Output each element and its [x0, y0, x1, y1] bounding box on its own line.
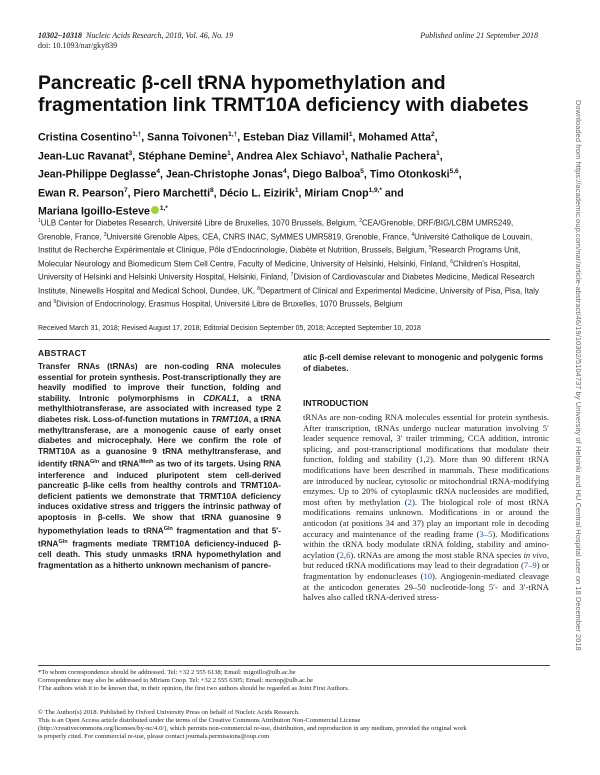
affiliation: CEA/Grenoble, DRF/BIG/LCBM UMR5249, Grenoble, France, — [38, 218, 514, 242]
reference-link[interactable]: 10 — [423, 570, 433, 581]
license-url: (http://creativecommons.org/licenses/by-nc/4.0/), which permits non-commercial re-use, distribution, and reproduction in any medium, provided the original work — [38, 725, 467, 732]
author: Piero Marchetti — [133, 187, 211, 200]
author: Jean-Luc Ravanat — [38, 150, 129, 163]
reference-link[interactable]: 2 — [339, 549, 344, 560]
running-header-left — [38, 31, 233, 51]
abstract-heading: ABSTRACT — [38, 348, 87, 358]
author: Andrea Alex Schiavo — [236, 150, 342, 163]
copyright-line: © The Author(s) 2018. Published by Oxford University Press on behalf of Nucleic Acids Research. — [38, 709, 300, 716]
received-dates: Received March 31, 2018; Revised August 17, 2018; Editorial Decision September 05, 2018; Accepted September 10, 2018 — [38, 325, 421, 332]
affiliation: Division of Cardiovascular and Diabetes Medicine, Medical Research Institute, Ninewells Hospital and Medical School, Dundee, UK, — [38, 272, 535, 296]
published-date: Published online 21 September 2018 — [420, 31, 538, 40]
affiliation: Université Grenoble Alpes, CEA, CNRS INAC, SyMMES UMR5819, Grenoble, France, — [106, 232, 412, 242]
footnotes — [38, 669, 550, 693]
author: Sanna Toivonen — [147, 131, 229, 144]
author: Miriam Cnop — [304, 187, 369, 200]
author-list: Cristina Cosentino$^{1,\dagger}$, Sanna Toivonen$^{1,\dagger}$, Esteban Diaz Villamil$^1$, Mohamed Atta$^2$, Jean-Luc Ravanat$^3$, Stéphane Demine$^1$, Andrea Alex Schiavo$^1$, Nathalie Pachera$^1$, Jean-Philippe Deglasse$^4$, Jean-Christophe Jonas$^4$, Diego Balboa$^5$, Timo Otonkoski$^{5,6}$, Ewan R. Pearson$^7$, Piero Marchetti$^8$, Décio L. Eizirik$^1$, Miriam Cnop$^{1,9,*}$ and Mariana Igoillo-Esteve $^{1,*}$ — [38, 131, 462, 218]
reference-link[interactable]: 7–9 — [523, 560, 537, 571]
author: Ewan R. Pearson — [38, 187, 124, 200]
affiliations: $^1$ULB Center for Diabetes Research, Université Libre de Bruxelles, 1070 Brussels, Belgium, $^2$CEA/Grenoble, DRF/BIG/LCBM UMR5249, Grenoble, France, $^3$Université Grenoble Alpes, CEA, CNRS INAC, SyMMES UMR5819, Grenoble, France, $^4$Université Catholique de Louvain, Institut de Recherche Expérimentale et Clinique, Pôle d'Endocrinologie, Diabète et Nutrition, Brussels, Belgium, $^5$Research Programs Unit, Molecular Neurology and Biomedicum Stem Cell Centre, Faculty of Medicine, University of Helsinki, Helsinki, Finland, $^6$Children's Hospital, University of Helsinki and Helsinki University Hospital, Helsinki, Finland, $^7$Division of Cardiovascular and Diabetes Medicine, Medical Research Institute, Ninewells Hospital and Medical School, Dundee, UK, $^8$Department of Clinical and Experimental Medicine, University of Pisa, Pisa, Italy and $^9$Division of Endocrinology, Erasmus Hospital, Université Libre de Bruxelles, 1070 Brussels, Belgium — [38, 218, 539, 309]
author: Jean-Christophe Jonas — [165, 168, 284, 181]
page-range: 10302–10318 — [38, 31, 82, 40]
affiliation: Division of Endocrinology, Erasmus Hospital, Université Libre de Bruxelles, 1070 Brussels, Belgium — [56, 299, 403, 309]
author: Diego Balboa — [292, 168, 361, 181]
footnote-divider — [38, 665, 550, 666]
author: Stéphane Demine — [138, 150, 228, 163]
gene-trmt10a: TRMT10A — [211, 414, 249, 424]
introduction-text: tRNAs are non-coding RNA molecules essential for protein synthesis. After transcription, tRNAs undergo nuclear maturation involving 5′ leader sequence removal, 3′ trailer trimming, CCA addition, intronic splicing, and post-transcriptional modifications that modulate their function, folding and stability (1,2). More than 90 different tRNA modifications have been described in mammals. These modifications are introduced by nuclear, cytosolic or mitochondrial tRNA-modifying enzymes. Up to 20% of cytoplasmic tRNA nucleosides are modified, most often by methylation (2). The biological role of most tRNA modifications remains unknown. Modifications in or around the anticodon (at positions 34 and 37) play an important role in decoding accuracy and maintenance of the reading frame (3–5). Modifications within the tRNA body modulate tRNA folding, stability and amino-acylation (2,6). tRNAs are among the most stable RNA species in vivo, but reduced tRNA modifications may lead to their degradation (7–9) or fragmentation by endonucleases (10). Angiogenin-mediated cleavage at the anticodon generates 29–50 nucleotide-long 5′- and 3′-tRNA halves also called tRNA-derived stress- — [303, 412, 550, 603]
reference-link[interactable]: 2 — [407, 496, 412, 507]
footnote: †The authors wish it to be known that, in their opinion, the first two authors should be regarded as Joint First Authors. — [38, 685, 350, 692]
license-line: This is an Open Access article distributed under the terms of the Creative Commons Attribution Non-Commercial License — [38, 717, 361, 724]
author: Mariana Igoillo-Esteve — [38, 205, 150, 218]
affiliation: Department of Clinical and Experimental Medicine, University of Pisa, Pisa, Italy and — [38, 286, 539, 309]
affiliation: Children's Hospital, University of Helsinki and Helsinki University Hospital, Helsinki, Finland, — [38, 259, 521, 282]
gene-cdkal1: CDKAL1 — [203, 393, 237, 403]
title-line-2: fragmentation link TRMT10A deficiency with diabetes — [38, 94, 529, 116]
download-notice: Downloaded from https://academic.oup.com/nar/article-abstract/46/19/10302/5104737 by University of Helsinki and HU Central Hospital user on 18 December 2018 — [574, 100, 583, 651]
copyright-notice — [38, 709, 550, 741]
article-title — [38, 72, 558, 116]
divider — [38, 339, 550, 340]
footnote: *To whom correspondence should be addressed. Tel: +32 2 555 6138; Email: migoillo@ulb.ac.be — [38, 669, 296, 676]
affiliation: Research Programs Unit, Molecular Neurology and Biomedicum Stem Cell Centre, Faculty of Medicine, University of Helsinki, Helsinki, Finland, — [38, 245, 521, 269]
license-line: is properly cited. For commercial re-use, please contact journals.permissions@oup.com — [38, 733, 270, 740]
footnote: Correspondence may also be addressed to Miriam Cnop. Tel: +32 2 555 6305; Email: mcnop@ulb.ac.be — [38, 677, 313, 684]
download-watermark — [576, 100, 590, 740]
affiliation: ULB Center for Diabetes Research, Université Libre de Bruxelles, 1070 Brussels, Belgium, — [40, 218, 360, 228]
abstract-continued: atic β-cell demise relevant to monogenic and polygenic forms of diabetes. — [303, 353, 544, 373]
doi-link[interactable]: doi: 10.1093/nar/gky839 — [38, 41, 118, 50]
introduction-heading: INTRODUCTION — [303, 398, 369, 408]
reference-link[interactable]: 6 — [346, 549, 351, 560]
affiliation: Université Catholique de Louvain, Institut de Recherche Expérimentale et Clinique, Pôle d'Endocrinologie, Diabète et Nutrition, Brussels, Belgium, — [38, 232, 533, 255]
author: Mohamed Atta — [358, 131, 431, 144]
author: Esteban Diaz Villamil — [243, 131, 349, 144]
journal-citation: Nucleic Acids Research, 2018, Vol. 46, No. 19 — [86, 31, 234, 40]
author: Jean-Philippe Deglasse — [38, 168, 157, 181]
author: Nathalie Pachera — [350, 150, 437, 163]
reference-link[interactable]: 3–5 — [479, 528, 493, 539]
author: Timo Otonkoski — [369, 168, 450, 181]
abstract-text: Transfer RNAs (tRNAs) are non-coding RNA molecules essential for protein synthesis. Post-transcriptionally they are heavily modified to improve their function, folding and stability. Intronic polymorphisms in CDKAL1, a tRNA methylthiotransferase, are associated with increased type 2 diabetes risk. Loss-of-function mutations in TRMT10A, a tRNA methyltransferase, are a monogenic cause of early onset diabetes and microcephaly. Here we confirm the role of TRMT10A as a guanosine 9 tRNA methyltransferase, and identify tRNA$^{Gln}$ and tRNA$^{iMeth}$ as two of its targets. Using RNA interference and induced pluripotent stem cell-derived pancreatic β-like cells from healthy controls and TRMT10A-deficient patients we demonstrate that TRMT10A deficiency induces oxidative stress and triggers the intrinsic pathway of apoptosis in β-cells. We show that tRNA guanosine 9 hypomethylation leads to tRNA$^{Gln}$ fragmentation and that 5′-tRNA$^{Gln}$ fragments mediate TRMT10A deficiency-induced β-cell death. This study unmasks tRNA hypomethylation and fragmentation as a hitherto unknown mechanism of pancre- — [38, 362, 282, 570]
author: Cristina Cosentino — [38, 131, 133, 144]
orcid-icon[interactable] — [151, 206, 159, 214]
reference-link[interactable]: 2 — [425, 454, 430, 465]
reference-link[interactable]: 1 — [419, 454, 424, 465]
author: Décio L. Eizirik — [219, 187, 295, 200]
title-line-1: Pancreatic β-cell tRNA hypomethylation and — [38, 72, 446, 94]
